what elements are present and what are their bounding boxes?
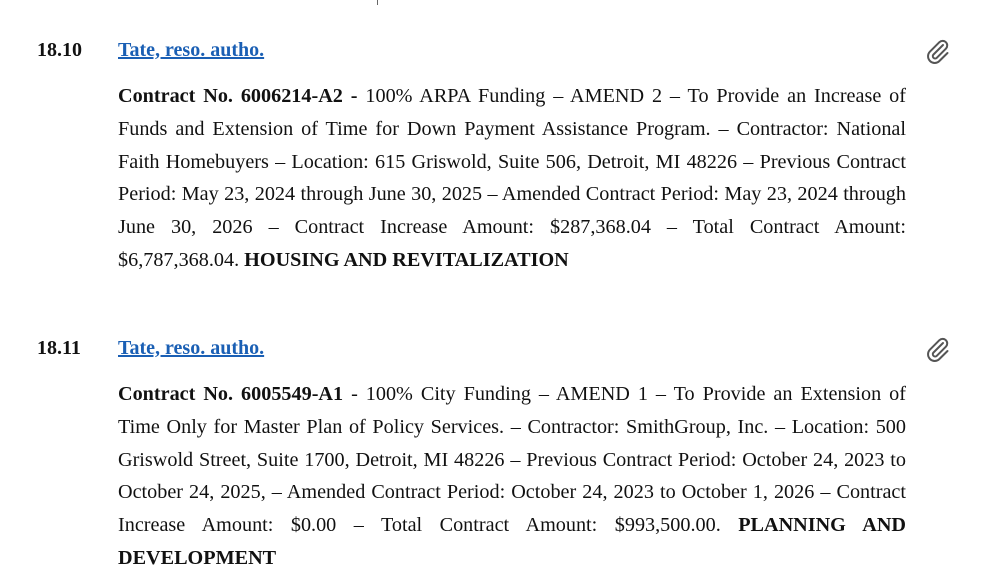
department-name: HOUSING AND REVITALIZATION [244, 248, 569, 271]
contract-number: Contract No. 6005549-A1 [118, 383, 344, 405]
contract-number: Contract No. 6006214-A2 - [118, 85, 358, 107]
contract-details: - 100% City Funding – AMEND 1 – To Provide an Extension of Time Only for Master Plan of Policy Services. – Contractor: SmithGroup, Inc. – Location: 500 Griswold Street, Suite 1700, Detroit, MI 48226 – Previous Contract Period: October 24, 2023 to October 24, 2025, – Amended Contract Period: October 24, 2023 to October 1, 2026 – Contract Increase Amount: $0.00 – Total Contract Amount: $993,500.00. [118, 383, 906, 537]
item-description [118, 80, 906, 277]
paperclip-icon[interactable] [924, 334, 950, 362]
item-title-link[interactable]: Tate, reso. autho. [118, 337, 265, 359]
paperclip-icon[interactable] [924, 36, 950, 64]
item-title-link[interactable]: Tate, reso. autho. [118, 39, 265, 61]
item-number: 18.10 [37, 39, 82, 61]
item-description [118, 378, 906, 575]
page-edge-mark [377, 0, 378, 5]
department-name: PLANNING AND DEVELOPMENT [118, 514, 906, 569]
contract-details: 100% ARPA Funding – AMEND 2 – To Provide an Increase of Funds and Extension of Time for Down Payment Assistance Program. – Contractor: National Faith Homebuyers – Location: 615 Griswold, Suite 506, Detroit, MI 48226 – Previous Contract Period: May 23, 2024 through June 30, 2025 – Amended Contract Period: May 23, 2024 through June 30, 2026 – Contract Increase Amount: $287,368.04 – Total Contract Amount: $6,787,368.04. [118, 85, 906, 271]
item-number: 18.11 [37, 337, 81, 359]
